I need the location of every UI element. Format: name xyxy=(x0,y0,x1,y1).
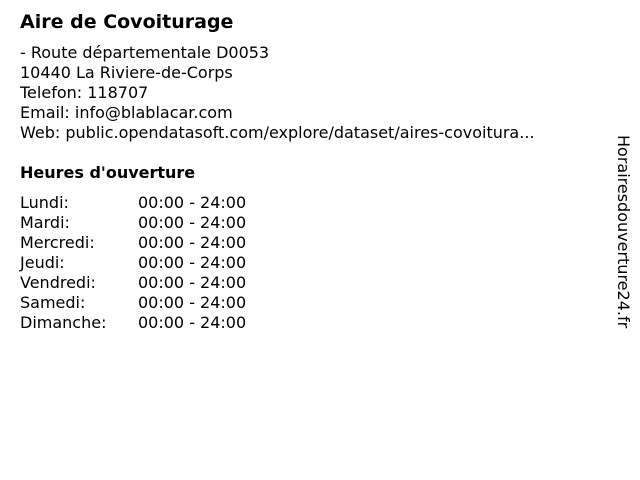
hours-heading: Heures d'ouverture xyxy=(20,163,196,182)
day-label: Lundi: xyxy=(20,193,69,212)
site-watermark: Horairesdouverture24.fr xyxy=(614,135,633,329)
hours-row-monday xyxy=(20,193,246,213)
address-block xyxy=(20,43,535,143)
hours-row-tuesday xyxy=(20,213,246,233)
page-title: Aire de Covoiturage xyxy=(20,11,234,33)
day-label: Vendredi: xyxy=(20,273,96,292)
email-line: Email: info@blablacar.com xyxy=(20,103,233,122)
hours-row-friday xyxy=(20,273,246,293)
day-label: Samedi: xyxy=(20,293,86,312)
web-line: Web: public.opendatasoft.com/explore/dataset/aires-covoitura... xyxy=(20,123,535,142)
time-range: 00:00 - 24:00 xyxy=(138,213,247,232)
street-line: - Route départementale D0053 xyxy=(20,43,270,62)
hours-row-wednesday xyxy=(20,233,246,253)
day-label: Mercredi: xyxy=(20,233,95,252)
hours-table xyxy=(20,193,246,333)
day-label: Dimanche: xyxy=(20,313,107,332)
hours-row-sunday xyxy=(20,313,246,333)
city-line: 10440 La Riviere-de-Corps xyxy=(20,63,233,82)
hours-row-thursday xyxy=(20,253,246,273)
time-range: 00:00 - 24:00 xyxy=(138,233,247,252)
day-label: Jeudi: xyxy=(20,253,65,272)
time-range: 00:00 - 24:00 xyxy=(138,313,247,332)
phone-line: Telefon: 118707 xyxy=(20,83,149,102)
hours-row-saturday xyxy=(20,293,246,313)
time-range: 00:00 - 24:00 xyxy=(138,273,247,292)
time-range: 00:00 - 24:00 xyxy=(138,253,247,272)
day-label: Mardi: xyxy=(20,213,70,232)
time-range: 00:00 - 24:00 xyxy=(138,193,247,212)
time-range: 00:00 - 24:00 xyxy=(138,293,247,312)
